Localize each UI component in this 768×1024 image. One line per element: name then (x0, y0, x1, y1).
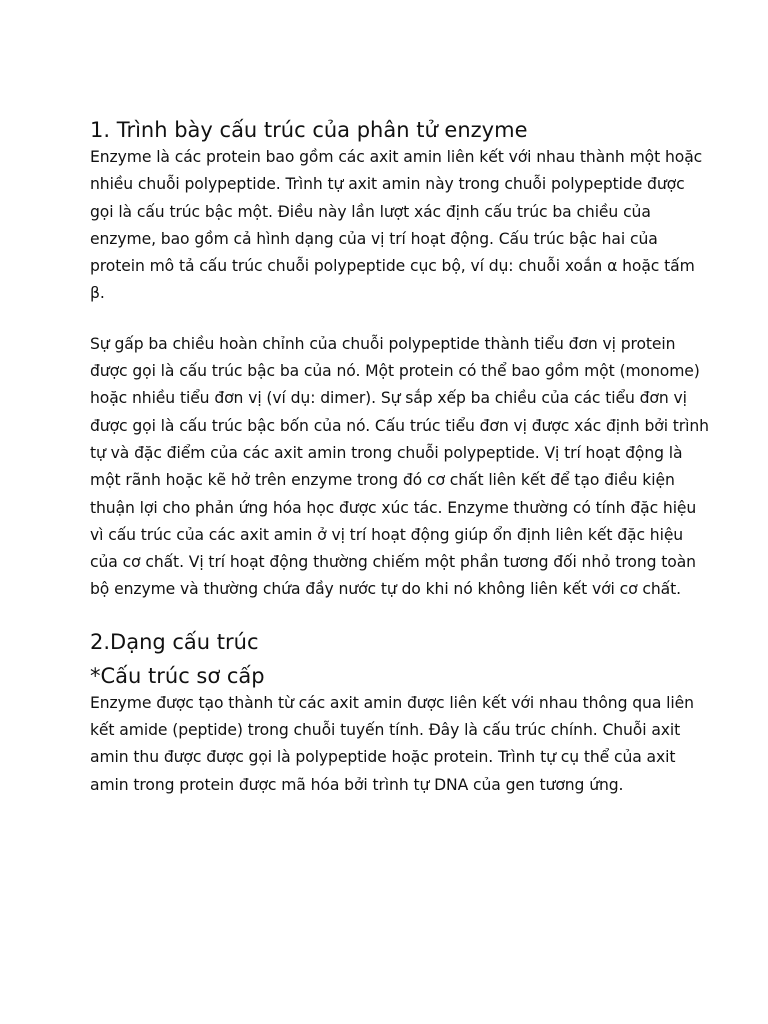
section-1-heading: 1. Trình bày cấu trúc của phân tử enzyme (90, 118, 528, 142)
section-1-paragraph-2: Sự gấp ba chiều hoàn chỉnh của chuỗi polypeptide thành tiểu đơn vị protein được gọi là cấu trúc bậc ba của nó. Một protein có thể bao gồm một (monome) hoặc nhiều tiểu đơn vị (ví dụ: dimer). Sự sắp xếp ba chiều của các tiểu đơn vị được gọi là cấu trúc bậc bốn của nó. Cấu trúc tiểu đơn vị được xác định bởi trình tự và đặc điểm của các axit amin trong chuỗi polypeptide. Vị trí hoạt động là một rãnh hoặc kẽ hở trên enzyme trong đó cơ chất liên kết để tạo điều kiện thuận lợi cho phản ứng hóa học được xúc tác. Enzyme thường có tính đặc hiệu vì cấu trúc của các axit amin ở vị trí hoạt động giúp ổn định liên kết đặc hiệu của cơ chất. Vị trí hoạt động thường chiếm một phần tương đối nhỏ trong toàn bộ enzyme và thường chứa đầy nước tự do khi nó không liên kết với cơ chất. (90, 334, 709, 599)
section-1-paragraph-1: Enzyme là các protein bao gồm các axit amin liên kết với nhau thành một hoặc nhiều chuỗi polypeptide. Trình tự axit amin này trong chuỗi polypeptide được gọi là cấu trúc bậc một. Điều này lần lượt xác định cấu trúc ba chiều của enzyme, bao gồm cả hình dạng của vị trí hoạt động. Cấu trúc bậc hai của protein mô tả cấu trúc chuỗi polypeptide cục bộ, ví dụ: chuỗi xoắn α hoặc tấm β. (90, 148, 703, 303)
section-2-paragraph: Enzyme được tạo thành từ các axit amin được liên kết với nhau thông qua liên kết amide (peptide) trong chuỗi tuyến tính. Đây là cấu trúc chính. Chuỗi axit amin thu được được gọi là polypeptide hoặc protein. Trình tự cụ thể của axit amin trong protein được mã hóa bởi trình tự DNA của gen tương ứng. (90, 693, 694, 794)
section-2-heading: 2.Dạng cấu trúc (90, 629, 259, 654)
document-content (90, 116, 710, 799)
section-2-subheading: *Cấu trúc sơ cấp (90, 663, 265, 688)
